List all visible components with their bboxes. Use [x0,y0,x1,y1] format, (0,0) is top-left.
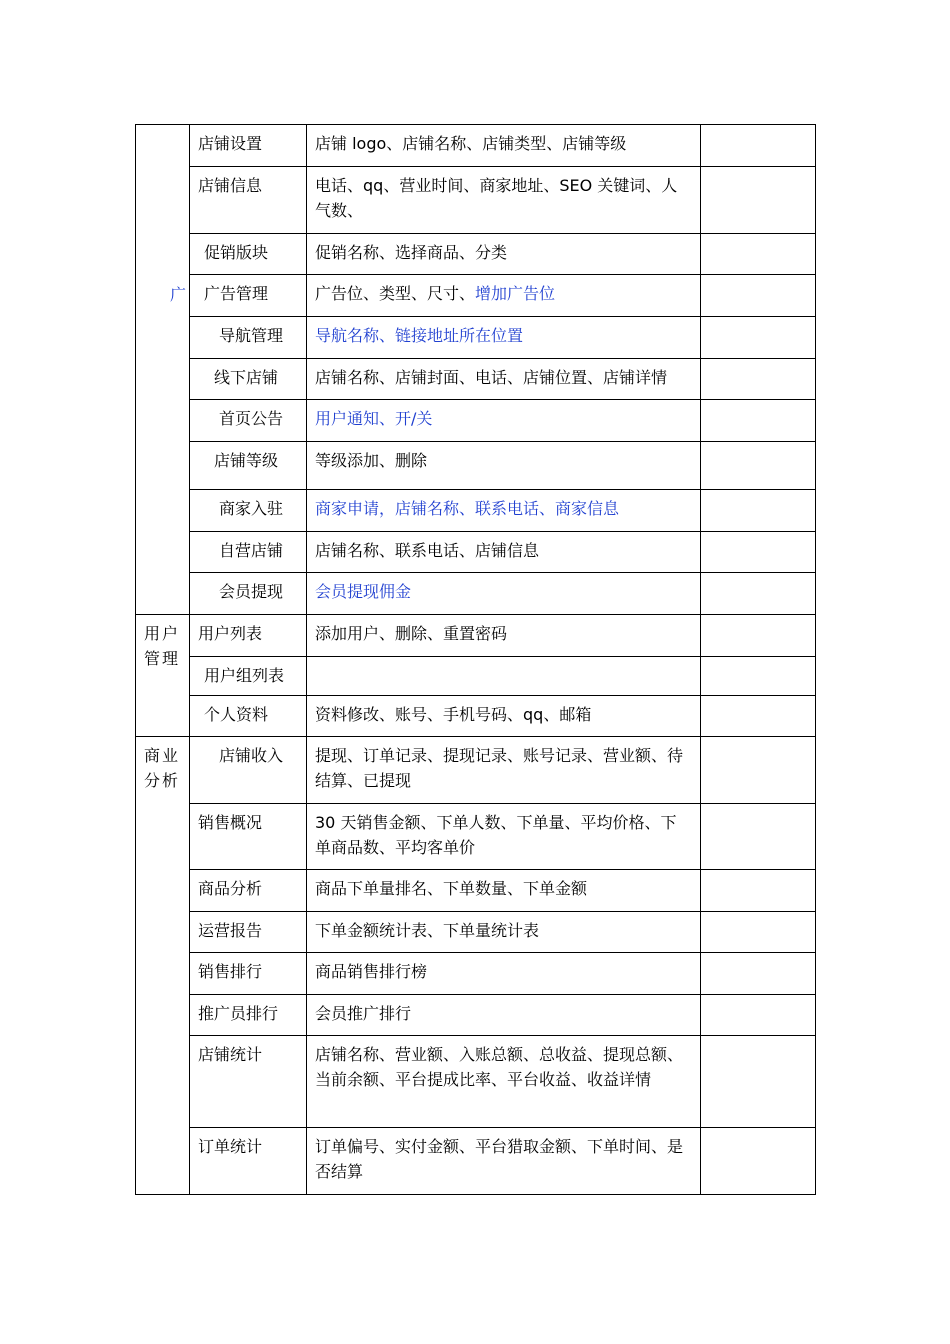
feature-name: 店铺统计 [190,1036,307,1128]
feature-desc: 电话、qq、营业时间、商家地址、SEO 关键词、人气数、 [307,167,701,234]
feature-name: 销售概况 [190,804,307,870]
remark-cell [701,995,816,1036]
feature-name: 用户组列表 [190,657,307,696]
feature-name: 首页公告 [190,400,307,442]
feature-desc [307,275,701,317]
feature-desc: 商品销售排行榜 [307,953,701,995]
category-label-user: 用户管理 [136,615,190,737]
feature-desc: 下单金额统计表、下单量统计表 [307,912,701,953]
table-row [136,1128,816,1195]
remark-cell [701,953,816,995]
feature-desc: 店铺 logo、店铺名称、店铺类型、店铺等级 [307,125,701,167]
remark-cell [701,442,816,490]
remark-cell [701,804,816,870]
remark-cell [701,275,816,317]
feature-desc: 资料修改、账号、手机号码、qq、邮箱 [307,696,701,737]
feature-name: 店铺等级 [190,442,307,490]
table-row [136,573,816,615]
feature-name: 广告管理 [190,275,307,317]
table-row [136,442,816,490]
feature-desc: 订单偏号、实付金额、平台猎取金额、下单时间、是否结算 [307,1128,701,1195]
feature-desc: 等级添加、删除 [307,442,701,490]
add-ad-slot-text: 增加广告位 [475,284,556,303]
remark-cell [701,1128,816,1195]
remark-cell [701,359,816,400]
feature-name: 促销版块 [190,234,307,275]
feature-desc: 店铺名称、联系电话、店铺信息 [307,532,701,573]
remark-cell [701,657,816,696]
category-label-ad: 广 [170,285,189,304]
table-row [136,995,816,1036]
table-row [136,532,816,573]
remark-cell [701,532,816,573]
table-row [136,400,816,442]
table-row [136,953,816,995]
feature-name: 销售排行 [190,953,307,995]
table-row [136,737,816,804]
feature-desc [307,657,701,696]
remark-cell [701,912,816,953]
table-row [136,275,816,317]
feature-desc-text: 广告位、类型、尺寸、 [315,284,476,303]
feature-desc: 会员提现佣金 [307,573,701,615]
feature-desc: 商家申请，店铺名称、联系电话、商家信息 [307,490,701,532]
table-row [136,1036,816,1128]
remark-cell [701,696,816,737]
feature-desc: 店铺名称、营业额、入账总额、总收益、提现总额、当前余额、平台提成比率、平台收益、收益详情 [307,1036,701,1128]
table-row [136,490,816,532]
remark-cell [701,234,816,275]
feature-name: 运营报告 [190,912,307,953]
feature-desc: 商品下单量排名、下单数量、下单金额 [307,870,701,912]
remark-cell [701,167,816,234]
feature-desc: 用户通知、开/关 [307,400,701,442]
feature-desc: 添加用户、删除、重置密码 [307,615,701,657]
feature-spec-table [135,124,816,1195]
table-row [136,125,816,167]
feature-name: 商品分析 [190,870,307,912]
table-row [136,696,816,737]
feature-name: 自营店铺 [190,532,307,573]
table-row [136,359,816,400]
feature-name: 推广员排行 [190,995,307,1036]
remark-cell [701,737,816,804]
feature-name: 店铺收入 [190,737,307,804]
remark-cell [701,490,816,532]
feature-desc: 提现、订单记录、提现记录、账号记录、营业额、待结算、已提现 [307,737,701,804]
table-row [136,804,816,870]
remark-cell [701,1036,816,1128]
feature-name: 店铺设置 [190,125,307,167]
feature-name: 商家入驻 [190,490,307,532]
feature-name: 会员提现 [190,573,307,615]
feature-desc: 30 天销售金额、下单人数、下单量、平均价格、下单商品数、平均客单价 [307,804,701,870]
remark-cell [701,615,816,657]
table-row [136,912,816,953]
feature-name: 订单统计 [190,1128,307,1195]
remark-cell [701,573,816,615]
table-row [136,234,816,275]
feature-name: 线下店铺 [190,359,307,400]
remark-cell [701,317,816,359]
feature-desc: 导航名称、链接地址所在位置 [307,317,701,359]
table-row [136,657,816,696]
table-row [136,615,816,657]
feature-name: 店铺信息 [190,167,307,234]
feature-name: 用户列表 [190,615,307,657]
table-row [136,317,816,359]
category-label-biz: 商业分析 [136,737,190,1195]
remark-cell [701,400,816,442]
feature-desc: 促销名称、选择商品、分类 [307,234,701,275]
feature-desc: 店铺名称、店铺封面、电话、店铺位置、店铺详情 [307,359,701,400]
feature-desc: 会员推广排行 [307,995,701,1036]
remark-cell [701,125,816,167]
table-row [136,167,816,234]
table-row [136,870,816,912]
feature-name: 导航管理 [190,317,307,359]
remark-cell [701,870,816,912]
category-cell-ad [136,125,190,615]
feature-name: 个人资料 [190,696,307,737]
